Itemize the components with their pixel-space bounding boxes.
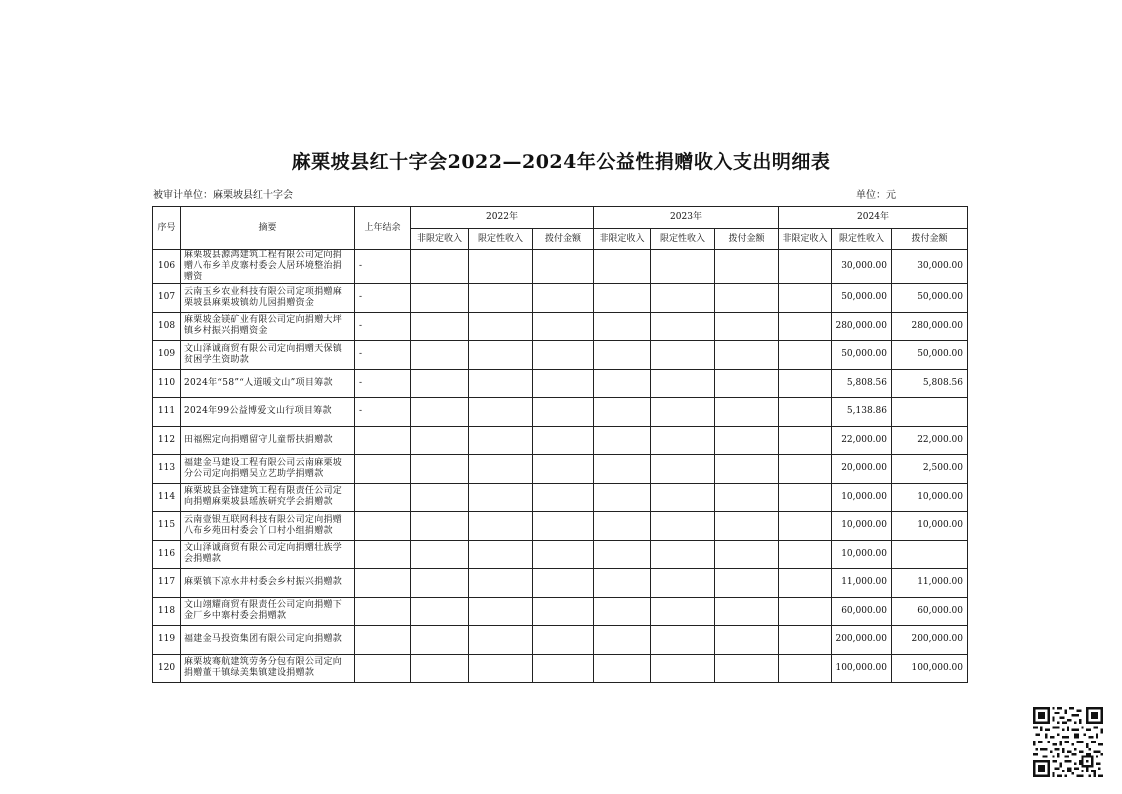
row-number: 116 — [153, 540, 181, 569]
table-row — [153, 483, 968, 512]
row-number: 109 — [153, 341, 181, 370]
cell-2024-allocated: 100,000.00 — [892, 654, 968, 683]
cell-2023-allocated — [715, 626, 779, 655]
row-number: 110 — [153, 369, 181, 398]
cell-2022-allocated — [533, 626, 594, 655]
cell-2023-allocated — [715, 426, 779, 455]
cell-2023-restricted — [651, 341, 715, 370]
cell-2024-allocated: 10,000.00 — [892, 483, 968, 512]
row-prev-balance: - — [355, 250, 411, 284]
cell-2022-restricted — [469, 626, 533, 655]
cell-2024-allocated: 10,000.00 — [892, 512, 968, 541]
cell-2024-restricted: 50,000.00 — [832, 341, 892, 370]
cell-2023-restricted — [651, 540, 715, 569]
cell-2023-allocated — [715, 369, 779, 398]
cell-2022-allocated — [533, 341, 594, 370]
qr-code-icon — [1033, 707, 1103, 777]
cell-2022-allocated — [533, 284, 594, 313]
cell-2023-unrestricted — [594, 284, 651, 313]
cell-2024-allocated: 2,500.00 — [892, 455, 968, 484]
row-number: 108 — [153, 312, 181, 341]
cell-2023-allocated — [715, 398, 779, 427]
cell-2023-unrestricted — [594, 398, 651, 427]
row-summary: 麻栗坡骞航建筑劳务分包有限公司定向捐赠董干镇绿美集镇建设捐赠款 — [181, 654, 355, 683]
row-number: 111 — [153, 398, 181, 427]
cell-2022-unrestricted — [411, 455, 469, 484]
cell-2023-unrestricted — [594, 369, 651, 398]
cell-2023-restricted — [651, 597, 715, 626]
row-prev-balance: - — [355, 284, 411, 313]
cell-2023-allocated — [715, 654, 779, 683]
row-number: 118 — [153, 597, 181, 626]
cell-2022-unrestricted — [411, 369, 469, 398]
cell-2022-restricted — [469, 284, 533, 313]
cell-2024-unrestricted — [779, 369, 832, 398]
row-number: 115 — [153, 512, 181, 541]
header-2023-allocated: 拨付金额 — [715, 229, 779, 250]
table-row — [153, 284, 968, 313]
row-number: 107 — [153, 284, 181, 313]
cell-2024-allocated — [892, 398, 968, 427]
cell-2022-unrestricted — [411, 540, 469, 569]
cell-2023-allocated — [715, 597, 779, 626]
cell-2023-unrestricted — [594, 455, 651, 484]
cell-2022-restricted — [469, 654, 533, 683]
cell-2022-restricted — [469, 250, 533, 284]
cell-2023-unrestricted — [594, 597, 651, 626]
cell-2024-allocated: 50,000.00 — [892, 284, 968, 313]
cell-2023-unrestricted — [594, 426, 651, 455]
header-2022-unrestricted: 非限定收入 — [411, 229, 469, 250]
row-summary: 2024年“58”“人道暖文山”项目筹款 — [181, 369, 355, 398]
row-summary: 云南壹银互联网科技有限公司定向捐赠八布乡苑田村委会丫口村小组捐赠款 — [181, 512, 355, 541]
cell-2024-restricted: 30,000.00 — [832, 250, 892, 284]
cell-2024-allocated: 22,000.00 — [892, 426, 968, 455]
cell-2023-unrestricted — [594, 250, 651, 284]
row-prev-balance: - — [355, 369, 411, 398]
donation-detail-table — [152, 206, 968, 683]
row-number: 106 — [153, 250, 181, 284]
row-summary: 麻栗镇下凉水井村委会乡村振兴捐赠款 — [181, 569, 355, 598]
row-prev-balance — [355, 540, 411, 569]
cell-2022-unrestricted — [411, 398, 469, 427]
cell-2024-restricted: 20,000.00 — [832, 455, 892, 484]
cell-2024-unrestricted — [779, 569, 832, 598]
cell-2024-unrestricted — [779, 540, 832, 569]
cell-2022-unrestricted — [411, 312, 469, 341]
cell-2023-restricted — [651, 369, 715, 398]
cell-2022-restricted — [469, 426, 533, 455]
cell-2023-restricted — [651, 398, 715, 427]
row-prev-balance — [355, 426, 411, 455]
cell-2022-unrestricted — [411, 284, 469, 313]
row-prev-balance — [355, 654, 411, 683]
cell-2023-restricted — [651, 284, 715, 313]
cell-2022-restricted — [469, 341, 533, 370]
cell-2022-restricted — [469, 369, 533, 398]
cell-2024-restricted: 10,000.00 — [832, 540, 892, 569]
cell-2023-allocated — [715, 312, 779, 341]
cell-2022-allocated — [533, 569, 594, 598]
cell-2023-allocated — [715, 341, 779, 370]
cell-2024-unrestricted — [779, 312, 832, 341]
cell-2024-restricted: 280,000.00 — [832, 312, 892, 341]
row-prev-balance — [355, 569, 411, 598]
cell-2022-restricted — [469, 540, 533, 569]
row-prev-balance — [355, 512, 411, 541]
table-row — [153, 569, 968, 598]
cell-2023-allocated — [715, 284, 779, 313]
cell-2023-restricted — [651, 512, 715, 541]
header-summary: 摘要 — [181, 207, 355, 250]
cell-2024-restricted: 5,138.86 — [832, 398, 892, 427]
header-seq: 序号 — [153, 207, 181, 250]
row-summary: 麻栗坡县金锋建筑工程有限责任公司定向捐赠麻栗坡县瑶族研究学会捐赠款 — [181, 483, 355, 512]
row-summary: 文山泽诚商贸有限公司定向捐赠壮族学会捐赠款 — [181, 540, 355, 569]
row-summary: 福建金马建设工程有限公司云南麻栗坡分公司定向捐赠吴立艺助学捐赠款 — [181, 455, 355, 484]
currency-unit-label: 单位：元 — [856, 190, 896, 201]
cell-2022-allocated — [533, 483, 594, 512]
cell-2023-allocated — [715, 455, 779, 484]
cell-2023-unrestricted — [594, 341, 651, 370]
cell-2023-unrestricted — [594, 540, 651, 569]
row-number: 120 — [153, 654, 181, 683]
cell-2023-unrestricted — [594, 512, 651, 541]
cell-2022-allocated — [533, 597, 594, 626]
row-number: 113 — [153, 455, 181, 484]
row-summary: 田福熙定向捐赠留守儿童帮扶捐赠款 — [181, 426, 355, 455]
cell-2022-restricted — [469, 398, 533, 427]
cell-2022-restricted — [469, 597, 533, 626]
cell-2022-unrestricted — [411, 654, 469, 683]
cell-2022-allocated — [533, 540, 594, 569]
cell-2023-restricted — [651, 654, 715, 683]
row-prev-balance — [355, 483, 411, 512]
cell-2022-unrestricted — [411, 250, 469, 284]
cell-2022-unrestricted — [411, 569, 469, 598]
cell-2024-unrestricted — [779, 512, 832, 541]
row-prev-balance: - — [355, 341, 411, 370]
row-prev-balance — [355, 455, 411, 484]
cell-2022-unrestricted — [411, 597, 469, 626]
cell-2022-restricted — [469, 455, 533, 484]
cell-2023-restricted — [651, 569, 715, 598]
cell-2024-unrestricted — [779, 341, 832, 370]
row-number: 114 — [153, 483, 181, 512]
cell-2023-unrestricted — [594, 569, 651, 598]
header-2023-restricted: 限定性收入 — [651, 229, 715, 250]
cell-2023-restricted — [651, 312, 715, 341]
row-summary: 文山泽诚商贸有限公司定向捐赠天保镇贫困学生资助款 — [181, 341, 355, 370]
table-row — [153, 250, 968, 284]
table-row — [153, 512, 968, 541]
cell-2024-unrestricted — [779, 250, 832, 284]
row-prev-balance — [355, 626, 411, 655]
header-year-2024: 2024年 — [779, 207, 968, 229]
cell-2024-allocated: 60,000.00 — [892, 597, 968, 626]
cell-2024-allocated: 280,000.00 — [892, 312, 968, 341]
cell-2024-restricted: 60,000.00 — [832, 597, 892, 626]
cell-2024-unrestricted — [779, 284, 832, 313]
cell-2023-restricted — [651, 483, 715, 512]
cell-2024-allocated: 200,000.00 — [892, 626, 968, 655]
cell-2024-restricted: 10,000.00 — [832, 483, 892, 512]
cell-2024-restricted: 50,000.00 — [832, 284, 892, 313]
cell-2024-unrestricted — [779, 626, 832, 655]
cell-2022-restricted — [469, 312, 533, 341]
row-summary: 福建金马投资集团有限公司定向捐赠款 — [181, 626, 355, 655]
cell-2024-restricted: 5,808.56 — [832, 369, 892, 398]
header-year-2022: 2022年 — [411, 207, 594, 229]
cell-2022-restricted — [469, 512, 533, 541]
cell-2023-allocated — [715, 483, 779, 512]
cell-2022-unrestricted — [411, 483, 469, 512]
cell-2024-restricted: 10,000.00 — [832, 512, 892, 541]
table-row — [153, 426, 968, 455]
row-summary: 文山翊耀商贸有限责任公司定向捐赠下金厂乡中寨村委会捐赠款 — [181, 597, 355, 626]
header-2024-restricted: 限定性收入 — [832, 229, 892, 250]
cell-2023-allocated — [715, 250, 779, 284]
cell-2024-unrestricted — [779, 483, 832, 512]
row-number: 119 — [153, 626, 181, 655]
cell-2023-allocated — [715, 512, 779, 541]
cell-2022-allocated — [533, 512, 594, 541]
table-row — [153, 654, 968, 683]
cell-2022-allocated — [533, 654, 594, 683]
cell-2022-allocated — [533, 369, 594, 398]
row-summary: 云南玉乡农业科技有限公司定项捐赠麻栗坡县麻栗坡镇幼儿园捐赠资金 — [181, 284, 355, 313]
cell-2023-unrestricted — [594, 483, 651, 512]
header-2022-allocated: 拨付金额 — [533, 229, 594, 250]
page-title: 麻栗坡县红十字会2022—2024年公益性捐赠收入支出明细表 — [291, 151, 831, 173]
row-number: 117 — [153, 569, 181, 598]
row-prev-balance: - — [355, 398, 411, 427]
cell-2024-unrestricted — [779, 398, 832, 427]
table-row — [153, 597, 968, 626]
cell-2024-unrestricted — [779, 654, 832, 683]
header-2024-allocated: 拨付金额 — [892, 229, 968, 250]
cell-2024-unrestricted — [779, 426, 832, 455]
cell-2024-unrestricted — [779, 455, 832, 484]
cell-2024-allocated: 5,808.56 — [892, 369, 968, 398]
table-row — [153, 369, 968, 398]
cell-2024-restricted: 22,000.00 — [832, 426, 892, 455]
cell-2023-restricted — [651, 626, 715, 655]
header-year-2023: 2023年 — [594, 207, 779, 229]
header-2023-unrestricted: 非限定收入 — [594, 229, 651, 250]
row-summary: 麻栗坡县源鸿建筑工程有限公司定向捐赠八布乡羊皮寨村委会人居环境整治捐赠资 — [181, 250, 355, 284]
cell-2024-restricted: 11,000.00 — [832, 569, 892, 598]
audited-unit-label: 被审计单位：麻栗坡县红十字会 — [153, 190, 293, 201]
cell-2023-allocated — [715, 540, 779, 569]
cell-2022-allocated — [533, 250, 594, 284]
cell-2022-allocated — [533, 455, 594, 484]
header-2022-restricted: 限定性收入 — [469, 229, 533, 250]
cell-2023-restricted — [651, 426, 715, 455]
table-row — [153, 540, 968, 569]
cell-2022-unrestricted — [411, 626, 469, 655]
cell-2024-unrestricted — [779, 597, 832, 626]
row-summary: 2024年99公益博爱文山行项目筹款 — [181, 398, 355, 427]
cell-2024-allocated: 30,000.00 — [892, 250, 968, 284]
cell-2023-unrestricted — [594, 626, 651, 655]
cell-2022-allocated — [533, 312, 594, 341]
cell-2024-restricted: 200,000.00 — [832, 626, 892, 655]
table-row — [153, 455, 968, 484]
cell-2022-unrestricted — [411, 426, 469, 455]
table-row — [153, 626, 968, 655]
cell-2022-allocated — [533, 426, 594, 455]
cell-2024-allocated — [892, 540, 968, 569]
cell-2023-allocated — [715, 569, 779, 598]
cell-2023-restricted — [651, 455, 715, 484]
table-row — [153, 312, 968, 341]
header-2024-unrestricted: 非限定收入 — [779, 229, 832, 250]
row-prev-balance: - — [355, 312, 411, 341]
cell-2024-restricted: 100,000.00 — [832, 654, 892, 683]
cell-2022-unrestricted — [411, 341, 469, 370]
cell-2024-allocated: 50,000.00 — [892, 341, 968, 370]
row-summary: 麻栗坡金镁矿业有限公司定向捐赠大坪镇乡村振兴捐赠资金 — [181, 312, 355, 341]
row-prev-balance — [355, 597, 411, 626]
header-prev-balance: 上年结余 — [355, 207, 411, 250]
cell-2022-restricted — [469, 569, 533, 598]
cell-2023-restricted — [651, 250, 715, 284]
cell-2024-allocated: 11,000.00 — [892, 569, 968, 598]
cell-2022-restricted — [469, 483, 533, 512]
cell-2023-unrestricted — [594, 312, 651, 341]
row-number: 112 — [153, 426, 181, 455]
table-row — [153, 341, 968, 370]
cell-2022-allocated — [533, 398, 594, 427]
cell-2022-unrestricted — [411, 512, 469, 541]
cell-2023-unrestricted — [594, 654, 651, 683]
table-row — [153, 398, 968, 427]
